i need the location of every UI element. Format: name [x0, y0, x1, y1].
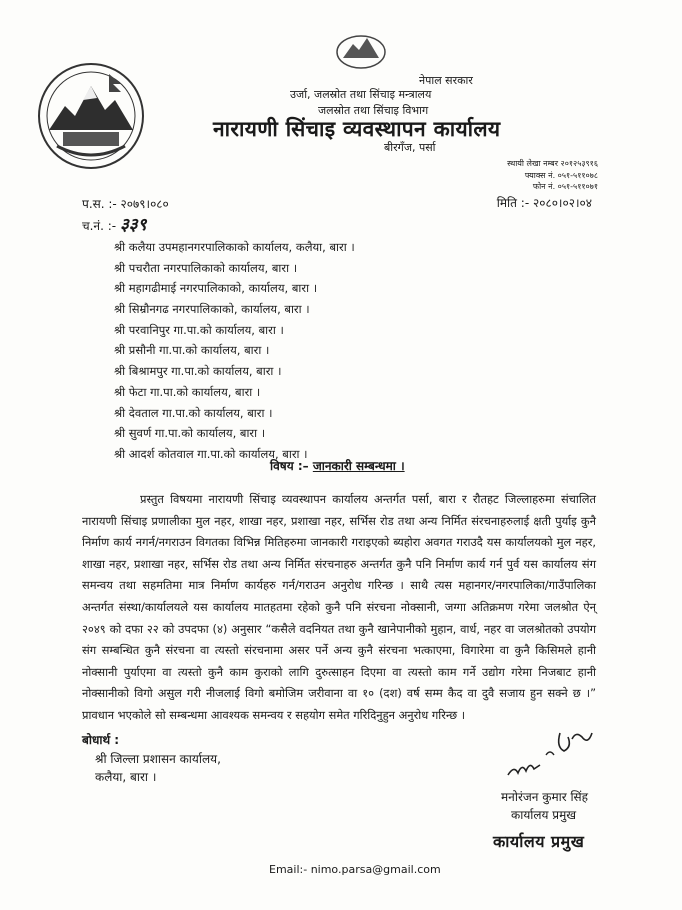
- header-department: जलस्रोत तथा सिंचाइ विभाग: [318, 104, 429, 117]
- recipient-item: श्री फेटा गा.पा.को कार्यालय, बारा ।: [114, 384, 261, 399]
- fiscal-reference: प.स. :- २०७९।०८०: [82, 197, 169, 211]
- recipient-item: श्री कलैया उपमहानगरपालिकाको कार्यालय, कलैया, बारा ।: [114, 240, 355, 254]
- subject-label: विषय :–: [270, 459, 309, 473]
- recipient-item: श्री आदर्श कोतवाल गा.पा.को कार्यालय, बारा ।: [114, 446, 308, 461]
- handwritten-signature: [502, 725, 597, 785]
- header-ministry: उर्जा, जलस्रोत तथा सिंचाइ मन्त्रालय: [290, 88, 432, 101]
- signatory-role: कार्यालय प्रमुख: [511, 808, 577, 822]
- dispatch-number: [82, 212, 146, 235]
- recipient-item: श्री सुवर्ण गा.पा.को कार्यालय, बारा ।: [114, 426, 266, 441]
- recipient-item: श्री परवानिपुर गा.पा.को कार्यालय, बारा ।: [114, 322, 284, 337]
- recipient-item: श्री सिम्रौनगढ नगरपालिकाको, कार्यालय, बारा ।: [114, 302, 310, 317]
- seal-icon: [335, 30, 387, 70]
- recipient-item: श्री पचरौता नगरपालिकाको कार्यालय, बारा ।: [114, 260, 298, 275]
- account-number: स्थायी लेखा नम्बर २०१२५३९१६: [507, 159, 598, 168]
- letter-body: प्रस्तुत विषयमा नारायणी सिंचाइ व्यवस्थापन कार्यालय अन्तर्गत पर्सा, बारा र रौतहट जिल्लाहरुमा संचालित नारायणी सिंचाइ प्रणालीका मुल नहर, शाखा नहर, प्रशाखा नहर, सर्भिस रोड तथा अन्य निर्मित संरचनाहरुलाई क्षती पुर्याइ कुनै निर्माण कार्य नगर्न/नगराउन विगतका विभिन्न मितिहरुमा जानकारी गराइएको ब्यहोरा अवगत गराउदै यस कार्यालयको मुल नहर, शाखा नहर, प्रशाखा नहर, सर्भिस रोड तथा अन्य निर्मित संरचनाहरु अन्तर्गत कुनै पनि निर्माण कार्य गर्न पुर्व यस कार्यालय संग समन्वय तथा सहमतिमा मात्र निर्माण कार्यहरु गर्न/गराउन अनुरोध गरिन्छ । साथै त्यस महानगर/नगरपालिका/गाउँपालिका अन्तर्गत संस्था/कार्यालयले यस कार्यालय मातहतमा रहेको कुनै पनि संरचना नोक्सानी, जग्गा अतिक्रमण गरेमा जलश्रोत ऐन् २०४९ को दफा २२ को उपदफा (४) अनुसार “कसैले वदनियत तथा कुनै खानेपानीको मुहान, वार्ध, नहर वा जलश्रोतको उपयोग संग सम्बन्धित कुनै संरचना वा त्यस्तो संरचनामा असर पर्ने अन्य कुनै संरचना भत्काएमा, विगारेमा वा कुनै किसिमले हानी नोक्सानी पुर्याएमा वा त्यस्तो कुनै काम कुराको लागि दुरुत्साहन दिएमा वा त्यस्तो काम गर्ने उद्योग गरेमा निजबाट हानी नोक्सानीको विगो असुल गरी नीजलाई विगो बमोजिम जरीवाना वा १० (दश) वर्ष सम्म कैद वा दुवै सजाय हुन सक्ने छ ।” प्रावधान भएकोले सो सम्बन्धमा आवश्यक समन्वय र सहयोग समेत गरिदिनुहुन अनुरोध गरिन्छ ।: [82, 492, 596, 722]
- dispatch-label: च.नं. :-: [82, 219, 117, 233]
- footer-email: Email:- nimo.parsa@gmail.com: [269, 863, 441, 876]
- cc-office: श्री जिल्ला प्रशासन कार्यालय,: [95, 752, 221, 766]
- recipient-item: श्री प्रसौनी गा.पा.को कार्यालय, बारा ।: [114, 343, 270, 358]
- office-city: बीरगँज, पर्सा: [384, 141, 436, 154]
- recipient-list: [114, 237, 355, 465]
- recipient-item: श्री महागढीमाई नगरपालिकाको, कार्यालय, बारा ।: [114, 281, 318, 296]
- subject-text: जानकारी सम्बन्धमा ।: [312, 459, 405, 473]
- cc-heading: बोधार्थ :: [82, 733, 120, 747]
- office-stamp: कार्यालय प्रमुख: [493, 832, 585, 851]
- phone-number: फोन नं. ०५१-५११०७१: [532, 182, 598, 191]
- office-title: नारायणी सिंचाइ व्यवस्थापन कार्यालय: [213, 117, 501, 141]
- fax-number: फ्याक्स नं. ०५१-५११०७८: [524, 171, 598, 180]
- letter-date: मिति :- २०८०।०२।०४: [496, 196, 592, 210]
- recipient-item: श्री बिश्रामपुर गा.पा.को कार्यालय, बारा ।: [114, 364, 282, 379]
- recipient-item: श्री देवताल गा.पा.को कार्यालय, बारा ।: [114, 405, 273, 420]
- cc-city: कलैया, बारा ।: [95, 770, 157, 784]
- signatory-name: मनोरंजन कुमार सिंह: [501, 790, 589, 804]
- header-gov-line: नेपाल सरकार: [419, 74, 473, 87]
- subject-line: [270, 457, 405, 474]
- government-emblem: [35, 60, 147, 172]
- dispatch-value: ३३९: [119, 215, 147, 235]
